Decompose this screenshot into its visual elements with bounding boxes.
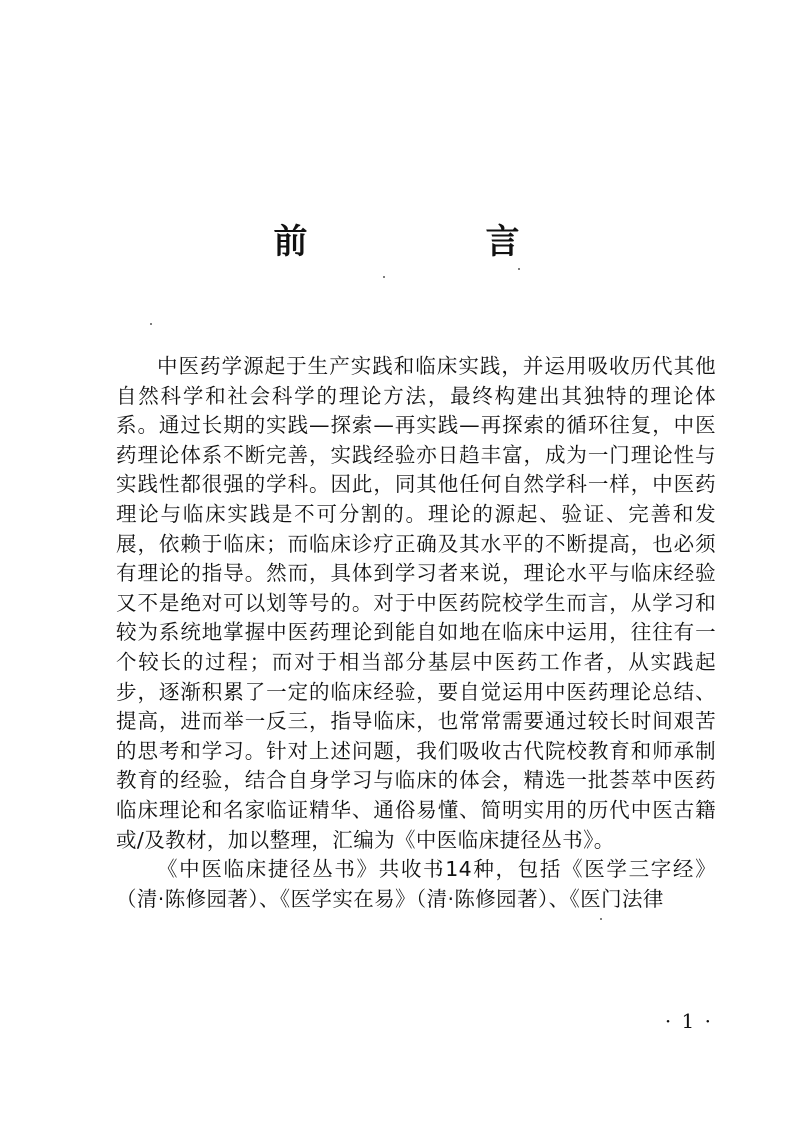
scan-speck: [600, 918, 602, 920]
paragraph-2: 《中医临床捷径丛书》共收书14种，包括《医学三字经》（清·陈修园著）、《医学实在易》（清·陈修园著）、《医门法律: [116, 857, 716, 911]
scan-speck: [518, 268, 520, 270]
scan-speck: [383, 276, 385, 278]
page-title: 前 言: [273, 222, 592, 262]
body-text: [116, 352, 716, 914]
paragraph-1: 中医药学源起于生产实践和临床实践，并运用吸收历代其他自然科学和社会科学的理论方法，最终构建出其独特的理论体系。通过长期的实践—探索—再实践—再探索的循环往复，中医药理论体系不断完善，实践经验亦日趋丰富，成为一门理论性与实践性都很强的学科。因此，同其他任何自然学科一样，中医药理论与临床实践是不可分割的。理论的源起、验证、完善和发展，依赖于临床；而临床诊疗正确及其水平的不断提高，也必须有理论的指导。然而，具体到学习者来说，理论水平与临床经验又不是绝对可以划等号的。对于中医药院校学生而言，从学习和较为系统地掌握中医药理论到能自如地在临床中运用，往往有一个较长的过程；而对于相当部分基层中医药工作者，从实践起步，逐渐积累了一定的临床经验，要自觉运用中医药理论总结、提高，进而举一反三，指导临床，也常常需要通过较长时间艰苦的思考和学习。针对上述问题，我们吸收古代院校教育和师承制教育的经验，结合自身学习与临床的体会，精选一批荟萃中医药临床理论和名家临证精华、通俗易懂、简明实用的历代中医古籍或/及教材，加以整理，汇编为《中医临床捷径丛书》。: [116, 354, 716, 852]
scan-speck: [150, 323, 152, 325]
page-number: · 1 ·: [664, 1009, 713, 1033]
